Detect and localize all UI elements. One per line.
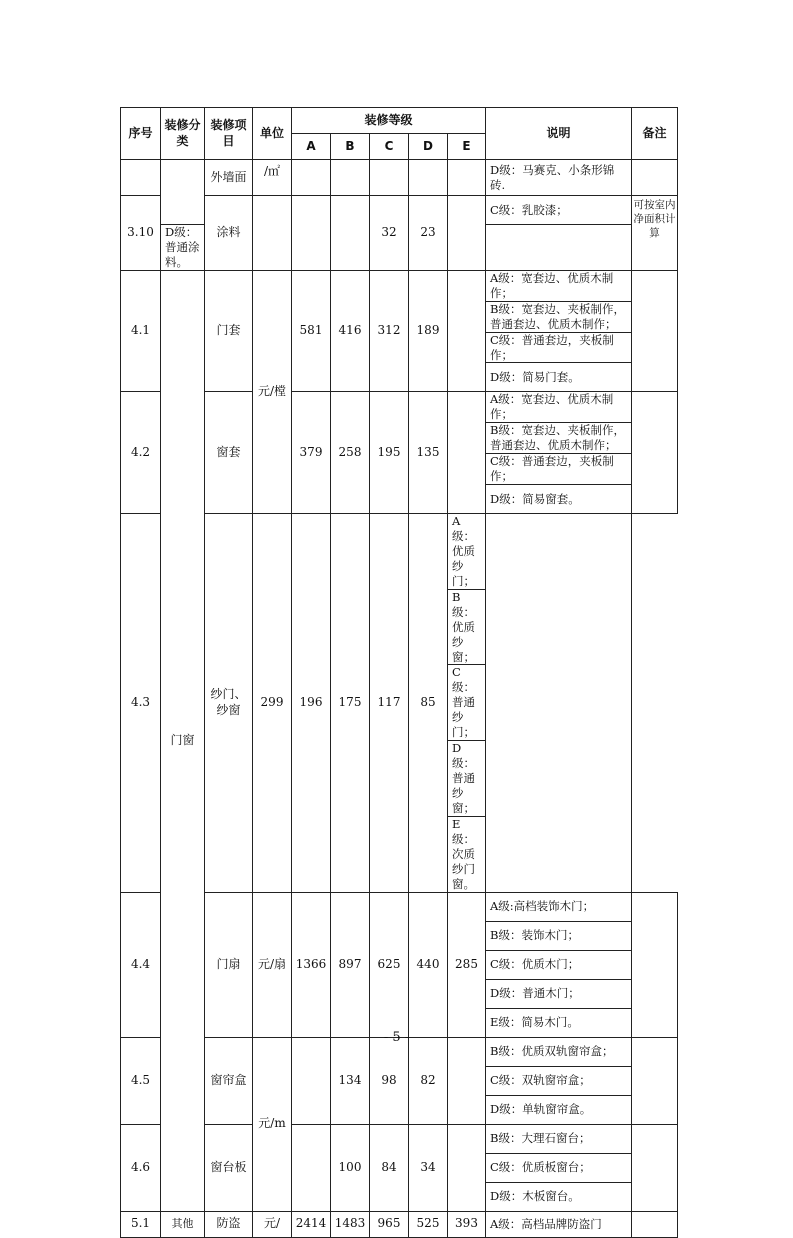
header-category: 装修分类	[161, 108, 205, 160]
header-remark: 备注	[632, 108, 678, 160]
description-cell: E级：简易木门。	[486, 1008, 632, 1037]
row-item: 防盗	[205, 1211, 253, 1237]
description-cell: C级：普通套边，夹板制作；	[486, 454, 632, 485]
row-item: 涂料	[205, 196, 253, 271]
value-cell: 189	[409, 270, 448, 392]
value-cell: 100	[331, 1124, 370, 1211]
value-cell	[331, 196, 370, 271]
value-cell: 393	[448, 1211, 486, 1237]
header-description: 说明	[486, 108, 632, 160]
value-cell	[448, 392, 486, 514]
value-cell: 285	[448, 892, 486, 1037]
value-cell: 965	[370, 1211, 409, 1237]
value-cell: 134	[331, 1037, 370, 1124]
description-cell: C级：优质板窗台；	[486, 1153, 632, 1182]
header-grade-group: 装修等级	[292, 108, 486, 134]
row-item: 纱门、纱窗	[205, 514, 253, 892]
value-cell	[292, 196, 331, 271]
description-cell: D级：简易窗套。	[486, 485, 632, 514]
value-cell: 625	[370, 892, 409, 1037]
remark-cell	[486, 514, 632, 892]
row-item: 门套	[205, 270, 253, 392]
remark-cell	[632, 392, 678, 514]
remark-cell	[632, 160, 678, 196]
value-cell: 175	[331, 514, 370, 892]
value-cell: 258	[331, 392, 370, 514]
value-cell	[370, 160, 409, 196]
description-cell: D级：单轨窗帘盒。	[486, 1095, 632, 1124]
value-cell: 135	[409, 392, 448, 514]
row-item: 窗套	[205, 392, 253, 514]
value-cell	[448, 1037, 486, 1124]
value-cell: 379	[292, 392, 331, 514]
header-grade-c: C	[370, 134, 409, 160]
value-cell	[331, 160, 370, 196]
decoration-price-table	[120, 107, 678, 1238]
description-cell: D级：木板窗台。	[486, 1182, 632, 1211]
row-seq: 4.2	[121, 392, 161, 514]
description-cell: C级：双轨窗帘盒；	[486, 1066, 632, 1095]
description-cell: B级：宽套边、夹板制作，普通套边、优质木制作；	[486, 301, 632, 332]
cont-unit: /㎡	[253, 160, 292, 196]
description-cell: A级：优质纱门；	[448, 514, 486, 590]
row-seq: 4.6	[121, 1124, 161, 1211]
description-cell: A级：高档品牌防盗门	[486, 1211, 632, 1237]
value-cell	[292, 1124, 331, 1211]
value-cell: 85	[409, 514, 448, 892]
description-cell: D级：普通纱窗；	[448, 741, 486, 817]
category-cell: 其他	[161, 1211, 205, 1237]
value-cell	[448, 270, 486, 392]
description-cell: C级：优质木门；	[486, 950, 632, 979]
value-cell	[448, 196, 486, 271]
description-cell: B级：优质纱窗；	[448, 589, 486, 665]
row-unit	[253, 196, 292, 271]
description-cell: C级：乳胶漆；	[486, 196, 632, 225]
value-cell: 299	[253, 514, 292, 892]
value-cell: 1366	[292, 892, 331, 1037]
value-cell: 2414	[292, 1211, 331, 1237]
header-grade-b: B	[331, 134, 370, 160]
description-cell: B级：优质双轨窗帘盒；	[486, 1037, 632, 1066]
remark-cell	[632, 892, 678, 1037]
description-cell: B级：宽套边、夹板制作，普通套边、优质木制作；	[486, 423, 632, 454]
value-cell: 416	[331, 270, 370, 392]
row-seq: 4.1	[121, 270, 161, 392]
description-cell: A级：宽套边、优质木制作；	[486, 270, 632, 301]
unit-cell: 元/扇	[253, 892, 292, 1037]
description-cell: D级：普通涂料。	[161, 225, 205, 271]
remark-cell	[632, 1124, 678, 1211]
remark-cell: 可按室内净面积计算	[632, 196, 678, 271]
header-grade-e: E	[448, 134, 486, 160]
page-number: - 5 -	[383, 1030, 410, 1045]
header-grade-a: A	[292, 134, 331, 160]
description-cell: B级：装饰木门；	[486, 921, 632, 950]
value-cell: 1483	[331, 1211, 370, 1237]
description-cell: E级：次质纱门窗。	[448, 816, 486, 892]
description-cell: D级：普通木门；	[486, 979, 632, 1008]
value-cell	[448, 1124, 486, 1211]
row-item: 窗帘盒	[205, 1037, 253, 1124]
value-cell: 525	[409, 1211, 448, 1237]
row-seq: 3.10	[121, 196, 161, 271]
unit-cell: 元/m	[253, 1037, 292, 1211]
description-cell: B级：大理石窗台；	[486, 1124, 632, 1153]
cont-category-cell	[161, 160, 205, 225]
description-cell: C级：普通套边，夹板制作；	[486, 332, 632, 363]
value-cell: 312	[370, 270, 409, 392]
value-cell: 23	[409, 196, 448, 271]
description-cell: A级:高档装饰木门；	[486, 892, 632, 921]
value-cell: 84	[370, 1124, 409, 1211]
value-cell: 98	[370, 1037, 409, 1124]
value-cell: 82	[409, 1037, 448, 1124]
value-cell: 897	[331, 892, 370, 1037]
value-cell: 34	[409, 1124, 448, 1211]
remark-cell	[632, 270, 678, 392]
value-cell: 196	[292, 514, 331, 892]
unit-cell: 元/樘	[253, 270, 292, 513]
remark-cell	[632, 1037, 678, 1124]
value-cell: 32	[370, 196, 409, 271]
value-cell: 581	[292, 270, 331, 392]
header-item: 装修项目	[205, 108, 253, 160]
value-cell: 440	[409, 892, 448, 1037]
row-item: 门扇	[205, 892, 253, 1037]
header-seq: 序号	[121, 108, 161, 160]
remark-cell	[632, 1211, 678, 1237]
description-cell: C级：普通纱门；	[448, 665, 486, 741]
cont-item: 外墙面	[205, 160, 253, 196]
row-seq: 5.1	[121, 1211, 161, 1237]
description-cell: D级：简易门套。	[486, 363, 632, 392]
description-cell: A级：宽套边、优质木制作；	[486, 392, 632, 423]
cont-seq-cell	[121, 160, 161, 196]
unit-cell: 元/	[253, 1211, 292, 1237]
value-cell: 195	[370, 392, 409, 514]
value-cell	[409, 160, 448, 196]
row-item: 窗台板	[205, 1124, 253, 1211]
value-cell: 117	[370, 514, 409, 892]
header-unit: 单位	[253, 108, 292, 160]
category-cell: 门窗	[161, 270, 205, 1211]
row-seq: 4.5	[121, 1037, 161, 1124]
value-cell	[292, 1037, 331, 1124]
value-cell	[448, 160, 486, 196]
cont-note: D级：马赛克、小条形锦砖.	[486, 160, 632, 196]
row-seq: 4.4	[121, 892, 161, 1037]
value-cell	[292, 160, 331, 196]
header-grade-d: D	[409, 134, 448, 160]
row-seq: 4.3	[121, 514, 161, 892]
